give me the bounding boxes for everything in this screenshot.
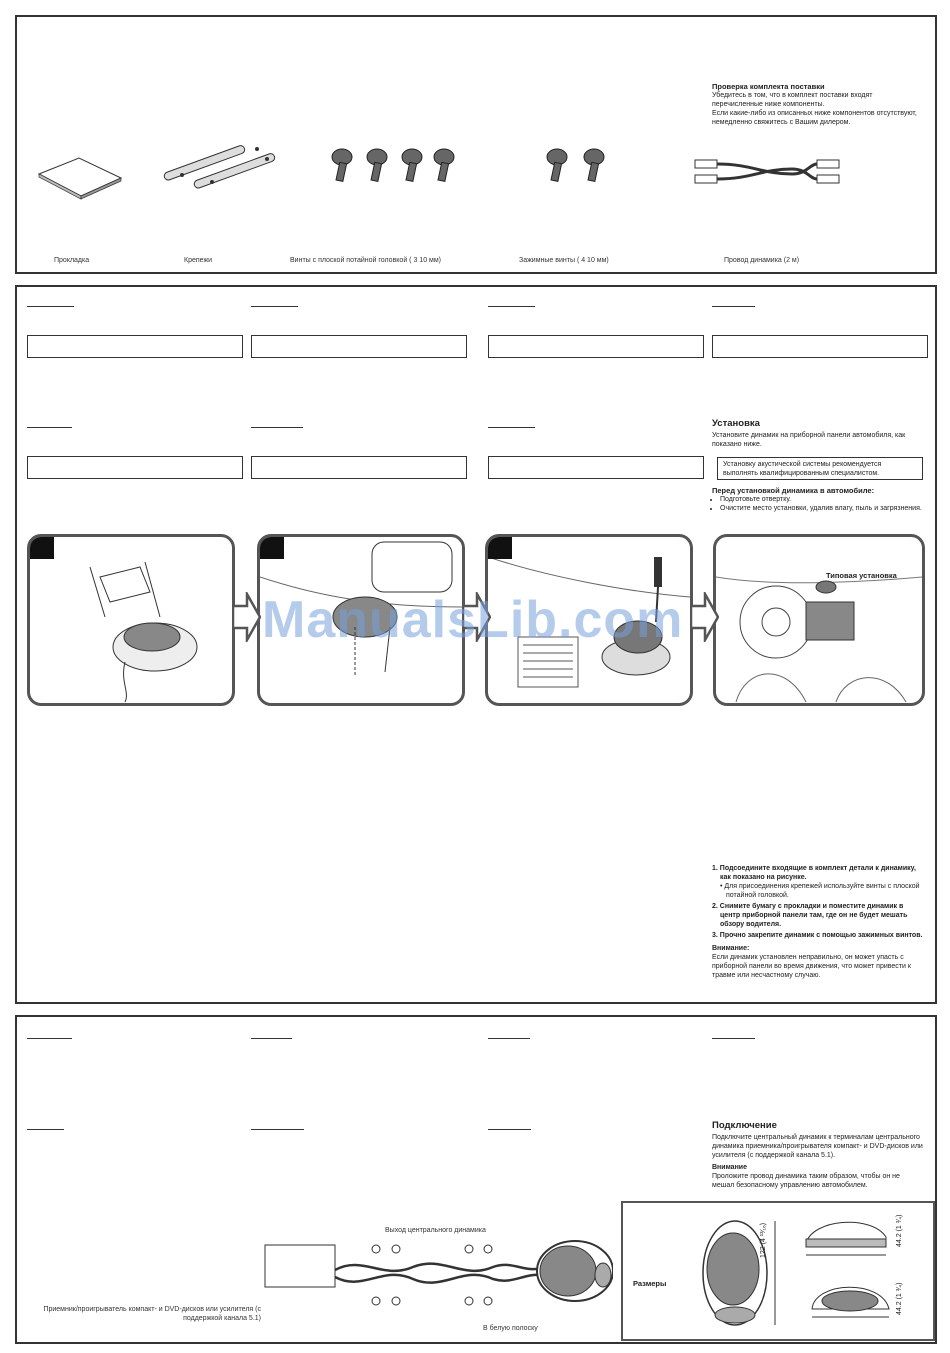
step-number-badge [30, 537, 54, 559]
language-rule [488, 427, 535, 428]
dimension-depth-2: 44.2 (1 ³⁄₄) [896, 1282, 903, 1315]
before-item: • Подготовьте отвертку. [720, 495, 924, 504]
part-clamp-screws-label: Зажимные винты ( 4 10 мм) [519, 257, 609, 264]
dimensions-title: Размеры [633, 1279, 667, 1288]
contents-title: Проверка комплекта поставки [712, 82, 825, 91]
watermark: ManualsLib.com [262, 591, 684, 649]
speaker-front-drawing [697, 1211, 787, 1336]
contents-panel [15, 15, 937, 274]
language-rule [27, 1038, 72, 1039]
language-rule [27, 306, 74, 307]
contents-text-block [712, 82, 917, 127]
language-rule [251, 1038, 292, 1039]
flat-screws-illustration [322, 145, 462, 187]
language-rule [27, 1129, 64, 1130]
connection-panel [15, 1015, 937, 1344]
car-interior-drawing [716, 537, 922, 703]
clamp-screws-illustration [539, 145, 614, 187]
language-rule [488, 1129, 531, 1130]
install-step-1-note-text: Для присоединения крепежей используйте винты с плоской потайной головкой. [724, 883, 920, 899]
install-step-3: 3. Прочно закрепите динамик с помощью зажимных винтов. [712, 932, 923, 939]
language-rule [251, 306, 298, 307]
white-stripe-label: В белую полоску [483, 1325, 538, 1332]
note-box [488, 335, 704, 358]
language-rule [712, 306, 755, 307]
install-text: Установите динамик на приборной панели автомобиля, как показано ниже. [712, 432, 906, 448]
speaker-cord-illustration [692, 157, 842, 187]
caution-text: Если динамик установлен неправильно, он может упасть с приборной панели во время движения, что может привести к травме или несчастному случаю. [712, 954, 911, 979]
note-box [712, 335, 928, 358]
install-step-2: 2. Снимите бумагу с прокладки и поместите динамик в центр приборной панели там, где он не будет мешать обзору водителя. [712, 903, 908, 928]
install-recommend-box: Установку акустической системы рекомендуется выполнять квалифицированным специалистом. [717, 457, 923, 480]
part-pad-label: Прокладка [54, 257, 90, 264]
pad-illustration [35, 152, 125, 202]
brackets-illustration [162, 137, 282, 197]
step-number-badge [488, 537, 512, 559]
connection-note-title: Внимание [712, 1164, 747, 1171]
step-number-badge [260, 537, 284, 559]
caution-title: Внимание: [712, 945, 750, 952]
dimension-depth-1: 44.2 (1 ³⁄₄) [896, 1214, 903, 1247]
language-rule [251, 427, 303, 428]
language-rule [712, 1038, 755, 1039]
before-item: • Очистите место установки, удалив влагу, пыль и загрязнения. [720, 504, 924, 513]
note-box [488, 456, 704, 479]
language-rule [27, 427, 72, 428]
language-rule [488, 306, 535, 307]
speaker-back-drawing [807, 1271, 895, 1321]
connection-note-text: Проложите провод динамика таким образом, чтобы он не мешал безопасному управлению автомобилем. [712, 1173, 900, 1189]
step-1-illustration [27, 534, 235, 706]
install-text-block [712, 418, 924, 449]
part-flat-screws-label: Винты с плоской потайной головкой ( 3 10 мм) [290, 257, 441, 264]
note-box [27, 335, 243, 358]
language-rule [251, 1129, 304, 1130]
step-arrow-icon [233, 592, 261, 642]
install-title: Установка [712, 418, 760, 429]
step-4-illustration [713, 534, 925, 706]
language-rule [488, 1038, 530, 1039]
connection-text: Подключите центральный динамик к терминалам центрального динамика приемника/проигрывателя компакт- и DVD-дисков или усилителя (с поддержкой канала 5.1). [712, 1134, 923, 1159]
typical-install-label: Типовая установка [826, 571, 897, 580]
wiring-diagram [263, 1235, 613, 1325]
dimensions-box [621, 1201, 935, 1341]
center-output-label: Выход центрального динамика [385, 1227, 486, 1234]
install-step-1-note: • Для присоединения крепежей используйте винты с плоской потайной головкой. [720, 883, 920, 899]
contents-text-1: Убедитесь в том, что в комплект поставки входят перечисленные ниже компоненты. [712, 92, 873, 108]
connection-text-block [712, 1120, 924, 1190]
before-install-block [712, 486, 924, 513]
speaker-bracket-drawing [30, 537, 232, 703]
part-brackets-label: Крепежи [184, 257, 213, 264]
part-cord-label: Провод динамика (2 м) [724, 257, 800, 264]
install-step-1: 1. Подсоедините входящие в комплект детали к динамику, как показано на рисунке. [712, 865, 916, 881]
note-box [251, 456, 467, 479]
contents-text-2: Если какие-либо из описанных ниже компонентов отсутствуют, немедленно свяжитесь с Вашим дилером. [712, 110, 917, 126]
before-install-title: Перед установкой динамика в автомобиле: [712, 486, 875, 495]
note-box [27, 456, 243, 479]
step-arrow-icon [691, 592, 719, 642]
install-steps-block [712, 864, 924, 980]
speaker-side-drawing [801, 1209, 891, 1259]
connection-title: Подключение [712, 1120, 777, 1131]
dimension-height: 122 (4 ¹³⁄₁₆) [760, 1222, 767, 1258]
receiver-label: Приемник/проигрыватель компакт- и DVD-дисков или усилителя (с поддержкой канала 5.1) [43, 1306, 261, 1322]
note-box [251, 335, 467, 358]
